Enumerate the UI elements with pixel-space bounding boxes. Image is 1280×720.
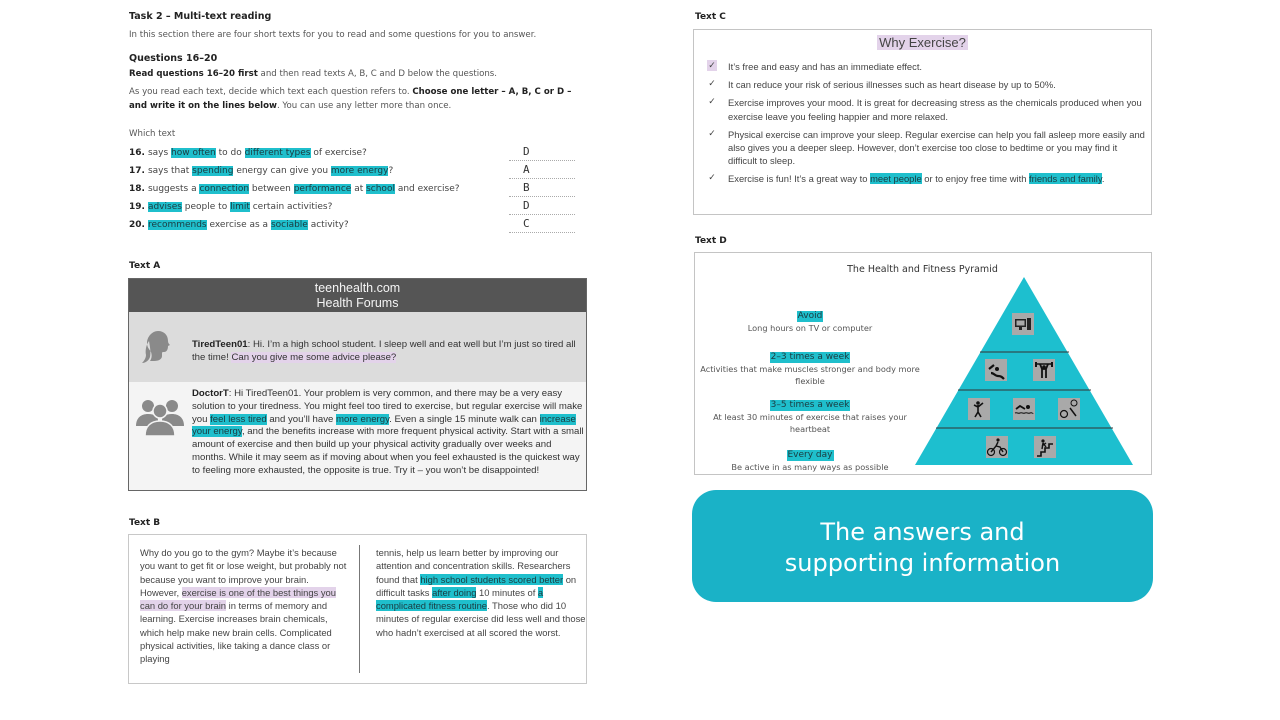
frequency-label: 3–5 times a week <box>770 400 850 410</box>
frequency-label: 2–3 times a week <box>770 352 850 362</box>
article-text: Why do you go to the gym? Maybe it’s because you want to get fit or lose weight, but probably not because you want to improve your brain. However, <box>140 547 347 598</box>
post-doctort-text <box>192 388 584 478</box>
keyword-highlight: feel less tired <box>210 413 267 425</box>
keyword-highlight: performance <box>293 184 352 194</box>
keyword-highlight: different types <box>244 148 311 158</box>
post-body: : Hi. I’m a high school student. I sleep well and eat well but I’m just so tired all the time! <box>192 339 576 363</box>
question-list <box>129 145 579 235</box>
read-first-rest: and then read texts A, B, C and D below the questions. <box>257 69 497 79</box>
level-description: Activities that make muscles stronger and body more flexible <box>700 364 920 386</box>
task-title: Task 2 – Multi-text reading <box>129 11 272 22</box>
checklist-text: Exercise improves your mood. It is great for decreasing stress as the chemicals produced when you exercise leave you feeling happier and more relaxed. <box>728 97 1142 122</box>
article-text: on difficult tasks <box>376 573 577 598</box>
answer-line-20[interactable]: C <box>509 217 575 233</box>
q-text: activity? <box>307 220 349 230</box>
checklist-text: Physical exercise can improve your sleep. Regular exercise can help you fall asleep more easily and also gives you a deeper sleep. However, don’t exercise too close to bedtime or you may find it difficult to sleep. <box>728 128 1145 167</box>
q-text: exercise as a <box>206 220 271 230</box>
task-intro: In this section there are four short texts for you to read and some questions for you to answer. <box>129 30 537 40</box>
keyword-highlight: sociable <box>270 220 308 230</box>
checklist-item <box>707 60 1147 73</box>
forum-site: teenhealth.com <box>314 281 401 295</box>
q-text: says that <box>147 166 193 176</box>
pyramid-level-avoid <box>699 303 921 334</box>
keyword-highlight: more energy <box>330 166 389 176</box>
pyramid-title: The Health and Fitness Pyramid <box>847 264 998 275</box>
answers-supporting-info-button[interactable] <box>692 490 1153 602</box>
checkmark-icon: ✓ <box>708 127 716 138</box>
text-b-label: Text B <box>129 518 161 528</box>
question-18 <box>129 181 579 199</box>
questions-heading: Questions 16–20 <box>129 53 218 64</box>
read-first-instruction <box>129 69 497 79</box>
q-text: ? <box>388 166 394 176</box>
keyword-highlight: connection <box>199 184 250 194</box>
q-text: suggests a <box>147 184 200 194</box>
answers-button-label: The answers and supporting information <box>784 518 1061 577</box>
keyword-highlight: advises <box>147 202 182 212</box>
answer-line-16[interactable]: D <box>509 145 575 161</box>
question-number: 17. <box>129 166 145 176</box>
text-d-pyramid-panel <box>694 252 1152 475</box>
checklist-text: It’s free and easy and has an immediate effect. <box>728 61 923 72</box>
checklist-item <box>707 172 1147 185</box>
keyword-highlight: more energy <box>336 413 390 425</box>
instr-bold: Choose one letter – A, B, C or D – and write it on the lines below <box>129 87 572 111</box>
checkmark-icon: ✓ <box>708 78 716 89</box>
checkmark-icon: ✓ <box>708 60 716 70</box>
text-c-leaflet <box>693 29 1152 215</box>
post-body: . Even a single 15 minute walk can <box>389 413 540 425</box>
leaflet-title <box>694 35 1151 50</box>
cycling-icon <box>986 436 1008 458</box>
keyword-highlight: meet people <box>870 173 922 185</box>
frequency-label: Every day <box>787 450 833 460</box>
keyword-highlight: high school students scored better <box>420 573 564 585</box>
pyramid-level-3-5 <box>699 392 921 435</box>
girl-avatar-icon <box>142 329 172 365</box>
read-first-bold: Read questions 16–20 first <box>129 69 258 79</box>
stairs-icon <box>1034 436 1056 458</box>
answer-line-18[interactable]: B <box>509 181 575 197</box>
keyword-highlight: school <box>366 184 395 194</box>
q-text: people to <box>181 202 231 212</box>
answer-line-19[interactable]: D <box>509 199 575 215</box>
post-tiredteen-text <box>192 339 582 365</box>
checklist-item <box>707 128 1147 168</box>
question-number: 16. <box>129 148 145 158</box>
keyword-highlight: friends and family <box>1029 173 1102 185</box>
forum-post-doctort <box>129 382 586 490</box>
level-description: Be active in as many ways as possible <box>731 462 889 472</box>
dancing-icon <box>968 398 990 420</box>
group-avatar-icon <box>134 396 186 436</box>
answer-line-17[interactable]: A <box>509 163 575 179</box>
text-c-label: Text C <box>695 12 726 22</box>
article-text: in terms of memory and learning. Exercise increases brain chemicals, which help make new brain cells. Complicated physical activities, like taking a dance class or playing <box>140 600 332 665</box>
q-text: to do <box>215 148 245 158</box>
pyramid-level-every-day <box>699 442 921 473</box>
q-text: at <box>351 184 367 194</box>
q-text: says <box>147 148 172 158</box>
keyword-highlight: how often <box>171 148 216 158</box>
instr-part-2: . You can use any letter more than once. <box>276 100 452 111</box>
post-body: : Hi TiredTeen01. Your problem is very common, and there may be a very easy solution to your tiredness. You might feel too tired to exercise, but regular exercise will make you <box>192 388 583 425</box>
q-text: certain activities? <box>249 202 333 212</box>
benefits-checklist <box>707 60 1147 191</box>
q-text: of exercise? <box>310 148 367 158</box>
question-number: 20. <box>129 220 145 230</box>
computer-icon <box>1012 313 1034 335</box>
text-a-label: Text A <box>129 261 161 271</box>
text-d-label: Text D <box>695 236 727 246</box>
ball-sports-icon <box>1058 398 1080 420</box>
level-description: Long hours on TV or computer <box>747 323 873 333</box>
checklist-text: Exercise is fun! It’s a great way to <box>728 173 871 185</box>
leaflet-title-text: Why Exercise? <box>879 35 966 50</box>
question-20 <box>129 217 579 235</box>
sit-ups-icon <box>985 359 1007 381</box>
answer-instructions <box>129 86 579 113</box>
question-17 <box>129 163 579 181</box>
swimming-icon <box>1013 398 1035 420</box>
q-text: between <box>249 184 294 194</box>
question-19 <box>129 199 579 217</box>
level-description: At least 30 minutes of exercise that raises your heartbeat <box>713 412 907 434</box>
keyword-highlight: after doing <box>432 586 477 598</box>
question-number: 18. <box>129 184 145 194</box>
post-body: and you’ll have <box>266 413 337 425</box>
keyword-highlight: increase your energy <box>192 413 576 438</box>
frequency-label: Avoid <box>797 311 823 321</box>
checklist-item <box>707 96 1147 122</box>
keyword-highlight: a complicated fitness routine <box>376 586 544 612</box>
q-text: and exercise? <box>394 184 460 194</box>
checklist-text: It can reduce your risk of serious illnesses such as heart disease by up to 50%. <box>728 79 1056 91</box>
fitness-pyramid-graphic <box>913 275 1135 467</box>
lilac-highlight: Can you give me some advice please? <box>231 351 397 363</box>
article-text: tennis, help us learn better by improving our attention and concentration skills. Researchers found that <box>376 547 571 585</box>
text-a-forum <box>128 278 587 491</box>
forum-header <box>129 279 586 312</box>
forum-post-tiredteen <box>129 312 586 382</box>
keyword-highlight: recommends <box>147 220 207 230</box>
text-b-column-2 <box>376 546 586 639</box>
keyword-highlight: spending <box>192 166 234 176</box>
text-b-article <box>128 534 587 684</box>
lilac-highlight: exercise is one of the best things you can do for your brain <box>140 586 336 612</box>
question-16 <box>129 145 579 163</box>
post-username: DoctorT <box>192 388 229 399</box>
checkmark-icon: ✓ <box>708 96 716 107</box>
q-text: energy can give you <box>233 166 331 176</box>
checklist-text: or to enjoy free time with <box>921 173 1030 185</box>
instr-part-1: As you read each text, decide which text each question refers to. <box>129 87 413 97</box>
pyramid-level-2-3 <box>699 344 921 387</box>
column-divider <box>359 545 360 673</box>
question-number: 19. <box>129 202 145 212</box>
forum-title: Health Forums <box>316 296 399 310</box>
checkmark-icon: ✓ <box>708 172 716 183</box>
post-username: TiredTeen01 <box>192 339 248 350</box>
checklist-item <box>707 78 1147 91</box>
checklist-text: . <box>1101 173 1105 185</box>
keyword-highlight: limit <box>230 202 250 212</box>
which-text-label: Which text <box>129 129 176 139</box>
weightlifting-icon <box>1033 359 1055 381</box>
article-text: 10 minutes of <box>476 586 538 598</box>
text-b-column-1 <box>140 546 350 666</box>
article-text: . Those who did 10 minutes of regular exercise did less well and those who hadn’t exercised at all scored the worst. <box>376 600 586 638</box>
post-body: , and the benefits increase with more frequent physical activity. Start with a small amount of exercise and then build up your physical activity gradually over weeks and months. While it may seem as if moving about when you feel exhausted is the quickest way to feeling more exhausted, the opposite is true. Try it – you won’t be disappointed! <box>192 426 584 476</box>
